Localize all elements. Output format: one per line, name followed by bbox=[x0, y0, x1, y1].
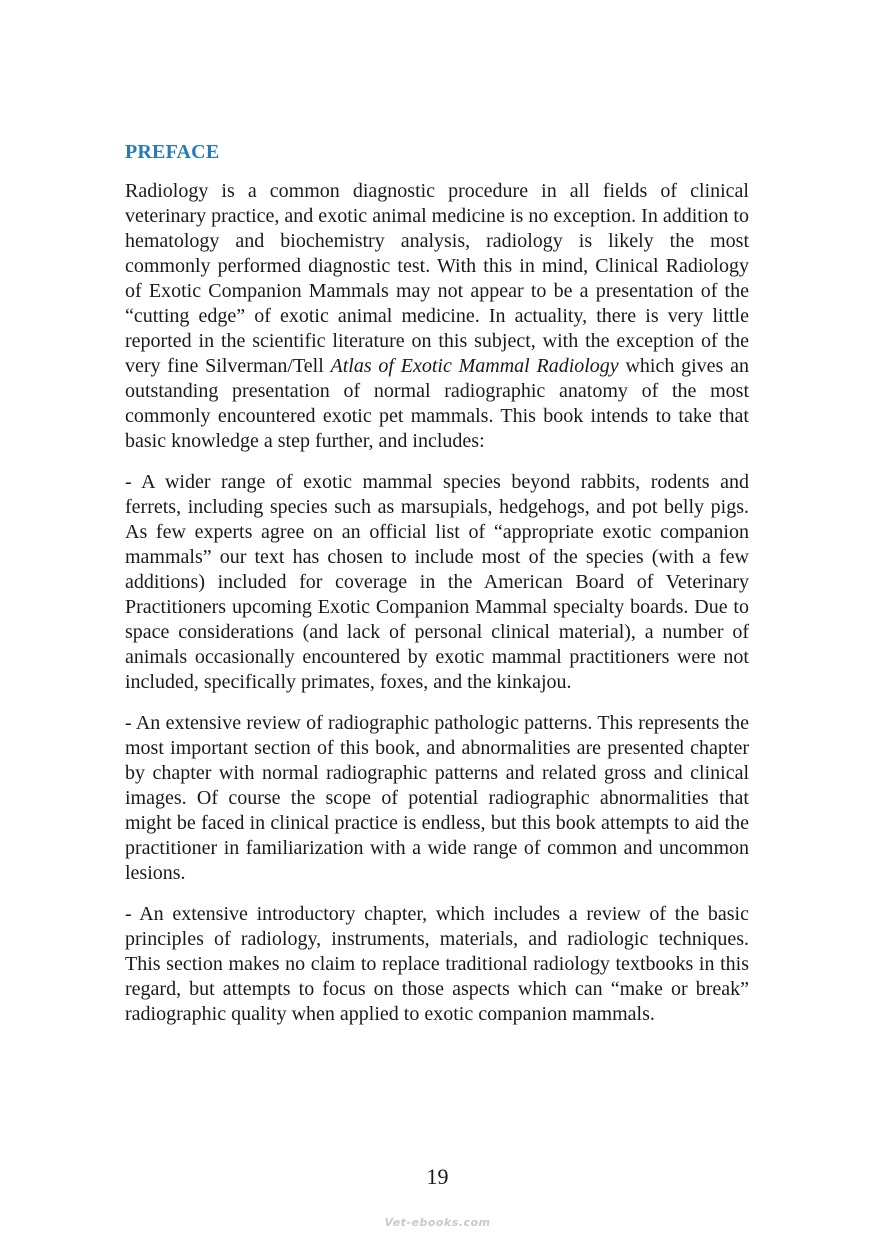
book-title-italic: Atlas of Exotic Mammal Radiology bbox=[330, 355, 619, 377]
page-number: 19 bbox=[426, 1164, 449, 1189]
paragraph-pathologic-patterns: - An extensive review of radiographic pathologic patterns. This represents the most important section of this book, and abnormalities are presented chapter by chapter with normal radiographic patterns and related gross and clinical images. Of course the scope of potential radiographic abnormalities that might be faced in clinical practice is endless, but this book attempts to aid the practitioner in familiarization with a wide range of common and uncommon lesions. bbox=[125, 712, 749, 884]
paragraph-intro-text-after: which gives an outstanding presentation of normal radiographic anatomy of the most commonly encountered exotic pet mammals. This book intends to take that basic knowledge a step further, and includes: bbox=[125, 355, 749, 452]
watermark-logo: Vet-ebooks.com bbox=[384, 1216, 491, 1229]
page-content bbox=[125, 138, 749, 1043]
paragraph-introductory-chapter: - An extensive introductory chapter, which includes a review of the basic principles of radiology, instruments, materials, and radiologic techniques. This section makes no claim to replace traditional radiology textbooks in this regard, but attempts to focus on those aspects which can “make or break” radiographic quality when applied to exotic companion mammals. bbox=[125, 903, 749, 1025]
paragraph-intro-text-before: Radiology is a common diagnostic procedure in all fields of clinical veterinary practice, and exotic animal medicine is no exception. In addition to hematology and biochemistry analysis, radiology is likely the most commonly performed diagnostic test. With this in mind, Clinical Radiology of Exotic Companion Mammals may not appear to be a presentation of the “cutting edge” of exotic animal medicine. In actuality, there is very little reported in the scientific literature on this subject, with the exception of the very fine Silverman/Tell bbox=[125, 180, 749, 377]
page-title: PREFACE bbox=[125, 141, 220, 163]
paragraph-intro bbox=[125, 179, 749, 454]
paragraph-species-range: - A wider range of exotic mammal species beyond rabbits, rodents and ferrets, including species such as marsupials, hedgehogs, and pot belly pigs. As few experts agree on an official list of “appropriate exotic companion mammals” our text has chosen to include most of the species (with a few additions) included for coverage in the American Board of Veterinary Practitioners upcoming Exotic Companion Mammal specialty boards. Due to space considerations (and lack of personal clinical material), a number of animals occasionally encountered by exotic mammal practitioners were not included, specifically primates, foxes, and the kinkajou. bbox=[125, 471, 749, 693]
